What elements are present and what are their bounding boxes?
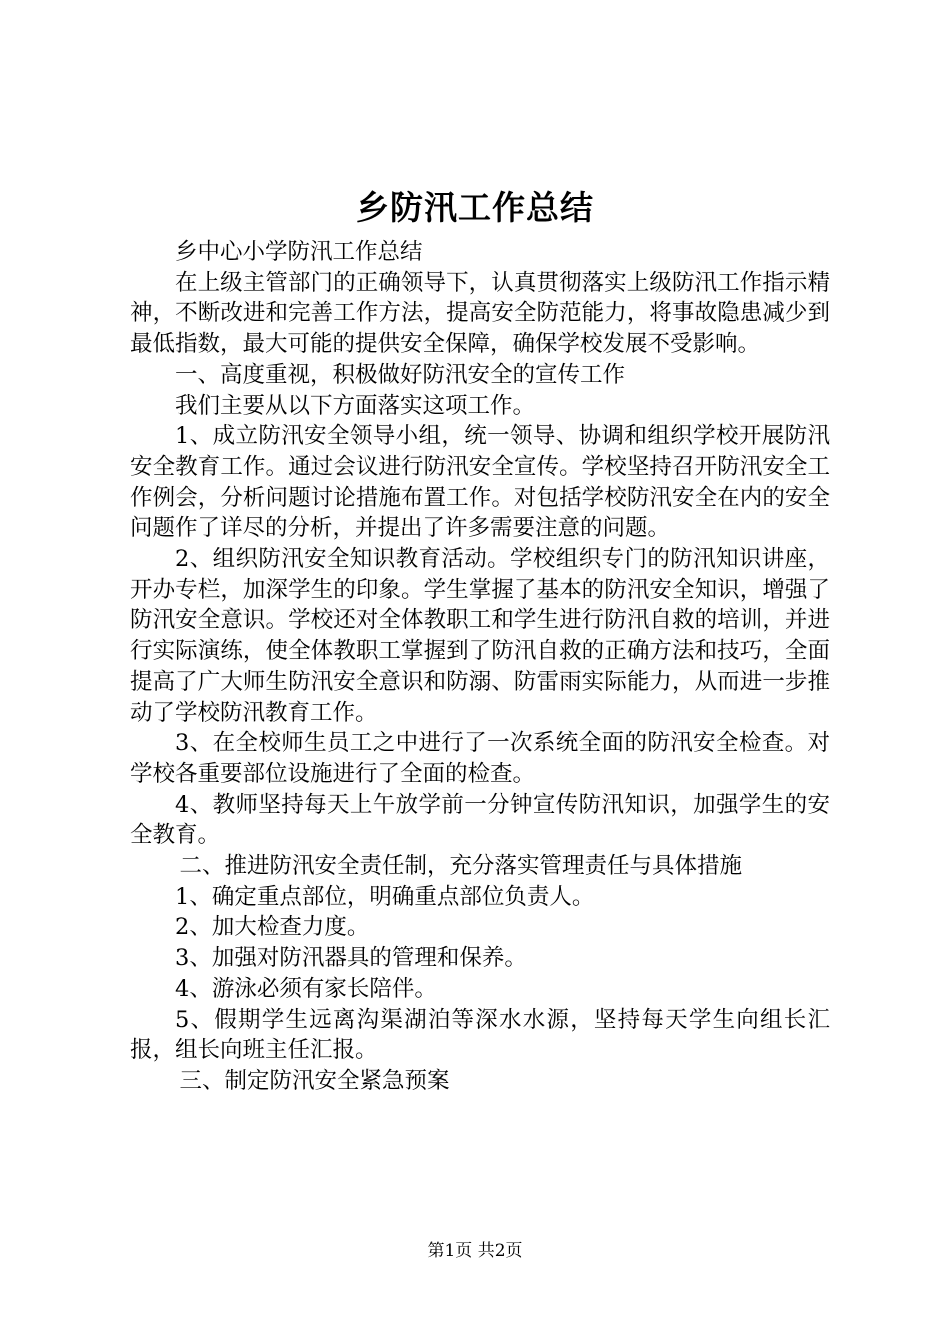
section-heading-3: 三、制定防汛安全紧急预案 xyxy=(179,1067,450,1094)
paragraph-subtitle: 乡中心小学防汛工作总结 xyxy=(175,239,423,265)
list-item: 4、教师坚持每天上午放学前一分钟宣传防汛知识，加强学生的安全教育。 xyxy=(130,791,830,849)
list-item: 1、成立防汛安全领导小组，统一领导、协调和组织学校开展防汛安全教育工作。通过会议进行防汛安全宣传。学校坚持召开防汛安全工作例会，分析问题讨论措施布置工作。对包括学校防汛安全在内的安全问题作了详尽的分析，并提出了许多需要注意的问题。 xyxy=(130,423,830,542)
list-item: 1、确定重点部位，明确重点部位负责人。 xyxy=(175,883,595,910)
section-heading-1: 一、高度重视，积极做好防汛安全的宣传工作 xyxy=(175,361,626,388)
document-body xyxy=(130,237,830,1097)
list-item: 3、在全校师生员工之中进行了一次系统全面的防汛安全检查。对学校各重要部位设施进行了全面的检查。 xyxy=(130,730,830,787)
paragraph-intro: 在上级主管部门的正确领导下，认真贯彻落实上级防汛工作指示精神，不断改进和完善工作方法，提高安全防范能力，将事故隐患减少到最低指数，最大可能的提供安全保障，确保学校发展不受影响。 xyxy=(130,269,830,358)
list-item: 2、组织防汛安全知识教育活动。学校组织专门的防汛知识讲座，开办专栏，加深学生的印象。学生掌握了基本的防汛安全知识，增强了防汛安全意识。学校还对全体教职工和学生进行防汛自救的培训，并进行实际演练，使全体教职工掌握到了防汛自救的正确方法和技巧，全面提高了广大师生防汛安全意识和防溺、防雷雨实际能力，从而进一步推动了学校防汛教育工作。 xyxy=(130,546,830,726)
list-item: 3、加强对防汛器具的管理和保养。 xyxy=(175,945,527,972)
list-item: 4、游泳必须有家长陪伴。 xyxy=(175,975,437,1002)
paragraph: 我们主要从以下方面落实这项工作。 xyxy=(175,392,536,419)
list-item: 2、加大检查力度。 xyxy=(175,914,370,941)
section-heading-2: 二、推进防汛安全责任制，充分落实管理责任与具体措施 xyxy=(179,853,743,880)
page-footer: 第1页 共2页 xyxy=(427,1241,523,1261)
document-title: 乡防汛工作总结 xyxy=(356,188,594,227)
list-item: 5、假期学生远离沟渠湖泊等深水水源，坚持每天学生向组长汇报，组长向班主任汇报。 xyxy=(130,1006,830,1064)
